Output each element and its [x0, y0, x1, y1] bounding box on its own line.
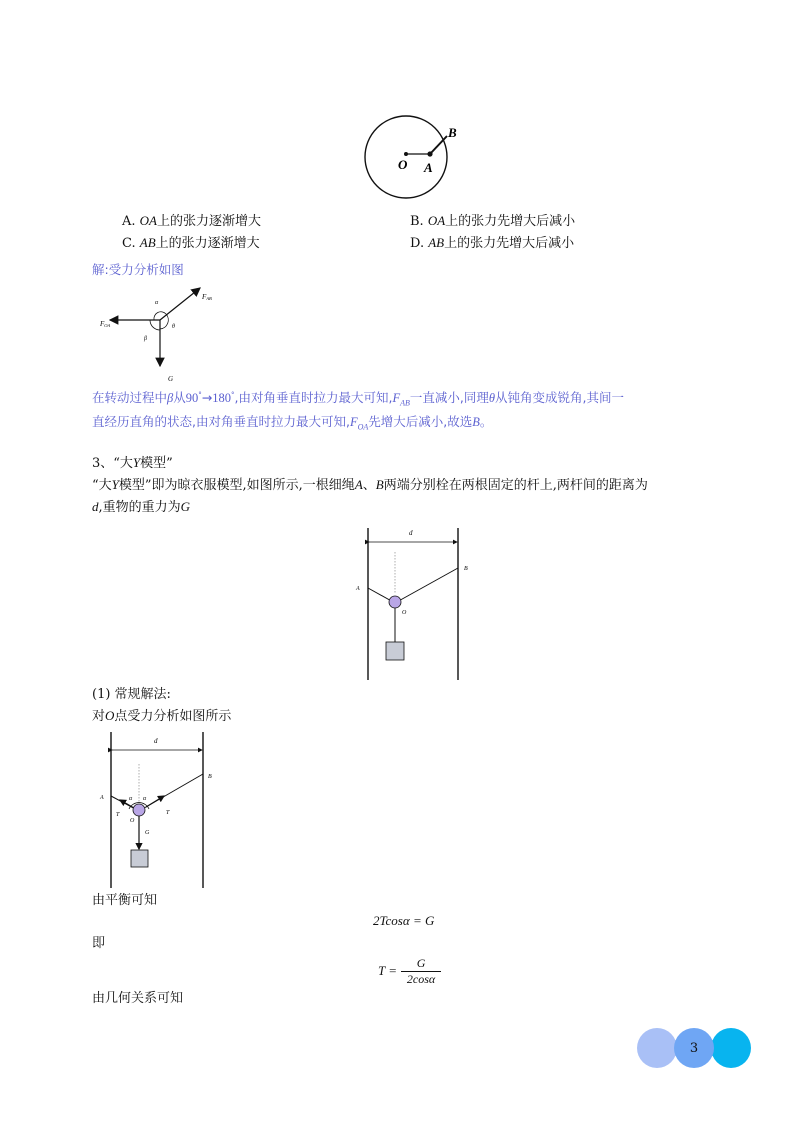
- label-B: B: [464, 566, 468, 572]
- option-d-symbol: AB: [428, 235, 445, 250]
- sol-l1-Fsub: AB: [400, 398, 410, 408]
- solution-line-2: [92, 412, 492, 432]
- label-FAB: FAB: [202, 293, 212, 301]
- label-A: A: [100, 795, 104, 801]
- sol-l1-c: ,由对角垂直时拉力最大可知,: [234, 390, 393, 405]
- sol-l1-beta: β: [167, 391, 174, 405]
- geometry-label: 由几何关系可知: [92, 991, 184, 1006]
- balance-label: 由平衡可知: [92, 893, 158, 908]
- option-c-text: 上的张力逐渐增大: [155, 236, 260, 251]
- option-c: [122, 234, 260, 253]
- section3-desc-line1: [92, 476, 648, 495]
- label-FOA: FOA: [100, 320, 111, 328]
- option-a-prefix: A.: [122, 214, 140, 229]
- circle-figure: [362, 112, 457, 204]
- m1-a: 对: [92, 709, 106, 724]
- label-O: O: [398, 157, 408, 172]
- method1-line: [92, 707, 231, 726]
- label-T-right: T: [166, 810, 170, 816]
- method1-title: (1) 常规解法:: [92, 687, 171, 702]
- sol-l1-theta: θ: [488, 391, 495, 405]
- ji-label: 即: [92, 936, 106, 951]
- eq2-numerator: G: [416, 955, 426, 970]
- option-b-symbol: OA: [427, 213, 446, 228]
- m1-O: O: [105, 708, 115, 723]
- sol-l2-end: 。: [479, 414, 493, 429]
- tension-right-arrow: [146, 796, 164, 807]
- s3-d2-G: G: [180, 499, 191, 514]
- point-O: [404, 152, 408, 156]
- weight-block: [386, 642, 404, 660]
- solution-heading: 解:受力分析如图: [92, 262, 184, 277]
- label-beta: β: [144, 336, 147, 342]
- sol-l2-a: 直经历直角的状态,由对角垂直时拉力最大可知,: [92, 414, 350, 429]
- rope-right: [395, 568, 458, 603]
- label-d: d: [409, 529, 413, 537]
- sol-l1-from: 90: [185, 391, 199, 405]
- page-badge-right: [711, 1028, 751, 1068]
- eq2-fraction: [401, 956, 441, 987]
- option-a-symbol: OA: [139, 213, 157, 228]
- label-O: O: [130, 818, 135, 824]
- label-A: A: [424, 160, 433, 175]
- option-b-text: 上的张力先增大后减小: [445, 214, 576, 229]
- label-d: d: [154, 737, 158, 745]
- page-badge-light: [637, 1028, 677, 1068]
- s3-d1-A: A: [354, 477, 363, 492]
- option-a-text: 上的张力逐渐增大: [157, 214, 262, 229]
- angle-beta-arc: [150, 320, 160, 330]
- sol-l2-b: 先增大后减小,故选: [368, 414, 473, 429]
- sol-l2-F: F: [349, 415, 358, 429]
- label-B: B: [448, 125, 457, 140]
- label-G: G: [168, 375, 174, 383]
- point-A: [427, 151, 432, 156]
- s3-title-Y: Y: [132, 455, 141, 470]
- equation-1: 2Tcosα = G: [373, 913, 435, 928]
- s3-d1-a: “大: [92, 478, 112, 493]
- force-diagram: [96, 278, 226, 386]
- label-theta: θ: [172, 324, 175, 330]
- sol-l1-F: F: [392, 391, 401, 405]
- sol-l1-to: 180: [212, 391, 231, 405]
- s3-d2-d: d: [92, 499, 99, 514]
- option-d: [410, 234, 574, 253]
- label-O: O: [402, 610, 407, 616]
- equation-2: [378, 953, 441, 989]
- label-G: G: [145, 830, 150, 836]
- label-alpha-1: α: [129, 796, 133, 802]
- pulley: [389, 596, 401, 608]
- option-d-prefix: D.: [410, 236, 429, 251]
- page-number: 3: [689, 1040, 699, 1056]
- s3-d1-c: 、: [362, 478, 376, 493]
- label-B: B: [208, 774, 212, 780]
- label-T-left: T: [116, 812, 120, 818]
- s3-d2-a: ,重物的重力为: [98, 500, 181, 515]
- section3-title: [92, 454, 173, 473]
- sol-l1-a: 在转动过程中: [92, 390, 168, 405]
- s3-d1-d: 两端分别栓在两根固定的杆上,两杆间的距离为: [383, 478, 648, 493]
- eq2-lhs: T =: [378, 963, 398, 978]
- label-alpha-2: α: [143, 796, 147, 802]
- sol-l1-e: 从钝角变成锐角,其间一: [495, 390, 624, 405]
- force-FAB-arrow: [160, 288, 200, 320]
- s3-title-a: 3、“大: [92, 456, 133, 471]
- sol-l1-arrow: →: [201, 390, 213, 405]
- s3-d1-b: 模型”即为晾衣服模型,如图所示,一根细绳: [118, 478, 355, 493]
- section3-desc-line2: [92, 498, 190, 517]
- s3-d1-B: B: [375, 477, 384, 492]
- weight-block: [131, 850, 148, 867]
- sol-l1-b: 从: [173, 390, 186, 405]
- s3-d1-Y: Y: [111, 477, 119, 492]
- option-c-prefix: C.: [122, 236, 140, 251]
- y-model-figure: [350, 522, 480, 682]
- option-b-prefix: B.: [410, 214, 428, 229]
- force-analysis-figure: [96, 730, 226, 890]
- page-badge-mid: [674, 1028, 714, 1068]
- m1-b: 点受力分析如图所示: [114, 709, 232, 724]
- option-b: [410, 212, 575, 231]
- option-a: [122, 212, 261, 231]
- pulley: [133, 804, 145, 816]
- sol-l2-B: B: [472, 415, 480, 429]
- label-alpha: α: [155, 300, 159, 306]
- option-c-symbol: AB: [139, 235, 156, 250]
- s3-title-b: 模型”: [140, 456, 173, 471]
- solution-line-1: 在转动过程中β从90°→180°,由对角垂直时拉力最大可知$,F_{AB}$一直减小,同理θ从钝角变成锐角,其间一: [92, 390, 624, 408]
- label-A: A: [356, 586, 360, 592]
- option-d-text: 上的张力先增大后减小: [444, 236, 575, 251]
- eq2-denominator: 2cosα: [406, 971, 436, 986]
- sol-l1-d: 一直减小,同理: [409, 390, 489, 405]
- rod-AB: [430, 136, 447, 154]
- sol-l2-Fsub: OA: [357, 422, 369, 432]
